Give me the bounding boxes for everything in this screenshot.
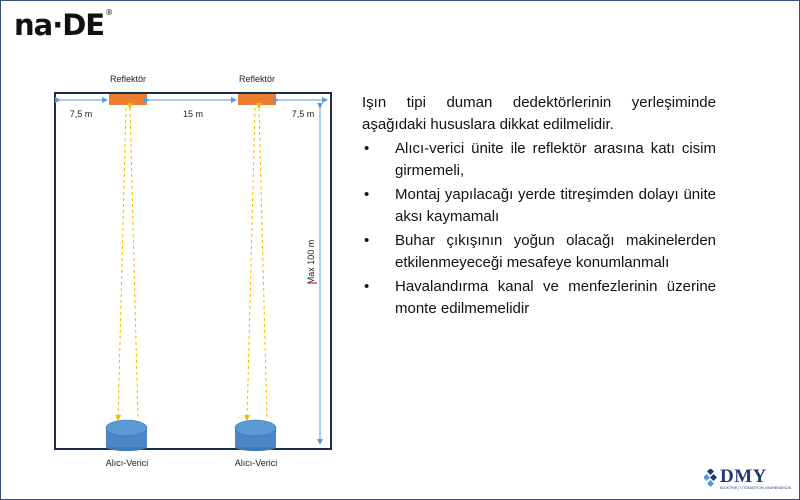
distance-left-label: 7,5 m [69, 109, 93, 119]
nade-logo-text: na·DE [14, 8, 105, 42]
guideline-text: Havalandırma kanal ve menfezlerinin üzerine monte edilmemelidir [395, 278, 716, 317]
dmy-tagline: ELEKTRİK | OTOMASYON | MÜHENDİSLİK [720, 486, 792, 490]
registered-mark: ® [105, 8, 113, 17]
reflector-left [109, 94, 147, 105]
reflector-right [238, 94, 276, 105]
bullet-icon: • [364, 278, 370, 295]
guideline-text: Buhar çıkışının yoğun olacağı makinelerden etkilenmeyeceği mesafeye konumlanmalı [395, 232, 716, 271]
beam-right-up [259, 108, 267, 420]
guideline-item [362, 230, 716, 274]
reflector-right-label: Reflektör [238, 74, 276, 84]
distance-right-label: 7,5 m [291, 109, 315, 119]
transceiver-right-label: Alıcı-Verici [234, 458, 278, 468]
bullet-icon: • [364, 232, 370, 249]
dmy-wordmark: DMY [720, 466, 767, 487]
guideline-text: Montaj yapılacağı yerde titreşimden dolayı ünite aksı kaymamalı [395, 186, 716, 225]
reflector-left-label: Reflektör [109, 74, 147, 84]
guideline-text: Alıcı-verici ünite ile reflektör arasına katı cisim girmemeli, [395, 140, 716, 179]
room-outline [55, 93, 331, 449]
guideline-item [362, 138, 716, 182]
intro-paragraph: Işın tipi duman dedektörlerinin yerleşiminde aşağıdaki hususlara dikkat edilmelidir. [362, 94, 716, 133]
guideline-item [362, 276, 716, 320]
beam-left-down [118, 108, 126, 420]
dmy-mark-icon [704, 469, 718, 487]
transceiver-right [235, 420, 276, 451]
guideline-list [362, 138, 716, 320]
instructions-text [362, 92, 716, 322]
distance-middle-label: 15 m [182, 109, 204, 119]
max-distance-label: Max 100 m [306, 239, 316, 285]
beam-right-down [247, 108, 255, 420]
bullet-icon: • [364, 186, 370, 203]
transceiver-left-label: Alıcı-Verici [105, 458, 149, 468]
bullet-icon: • [364, 140, 370, 157]
transceiver-left [106, 420, 147, 451]
beam-left-up [130, 108, 138, 420]
dmy-logo [704, 466, 790, 494]
guideline-item [362, 184, 716, 228]
